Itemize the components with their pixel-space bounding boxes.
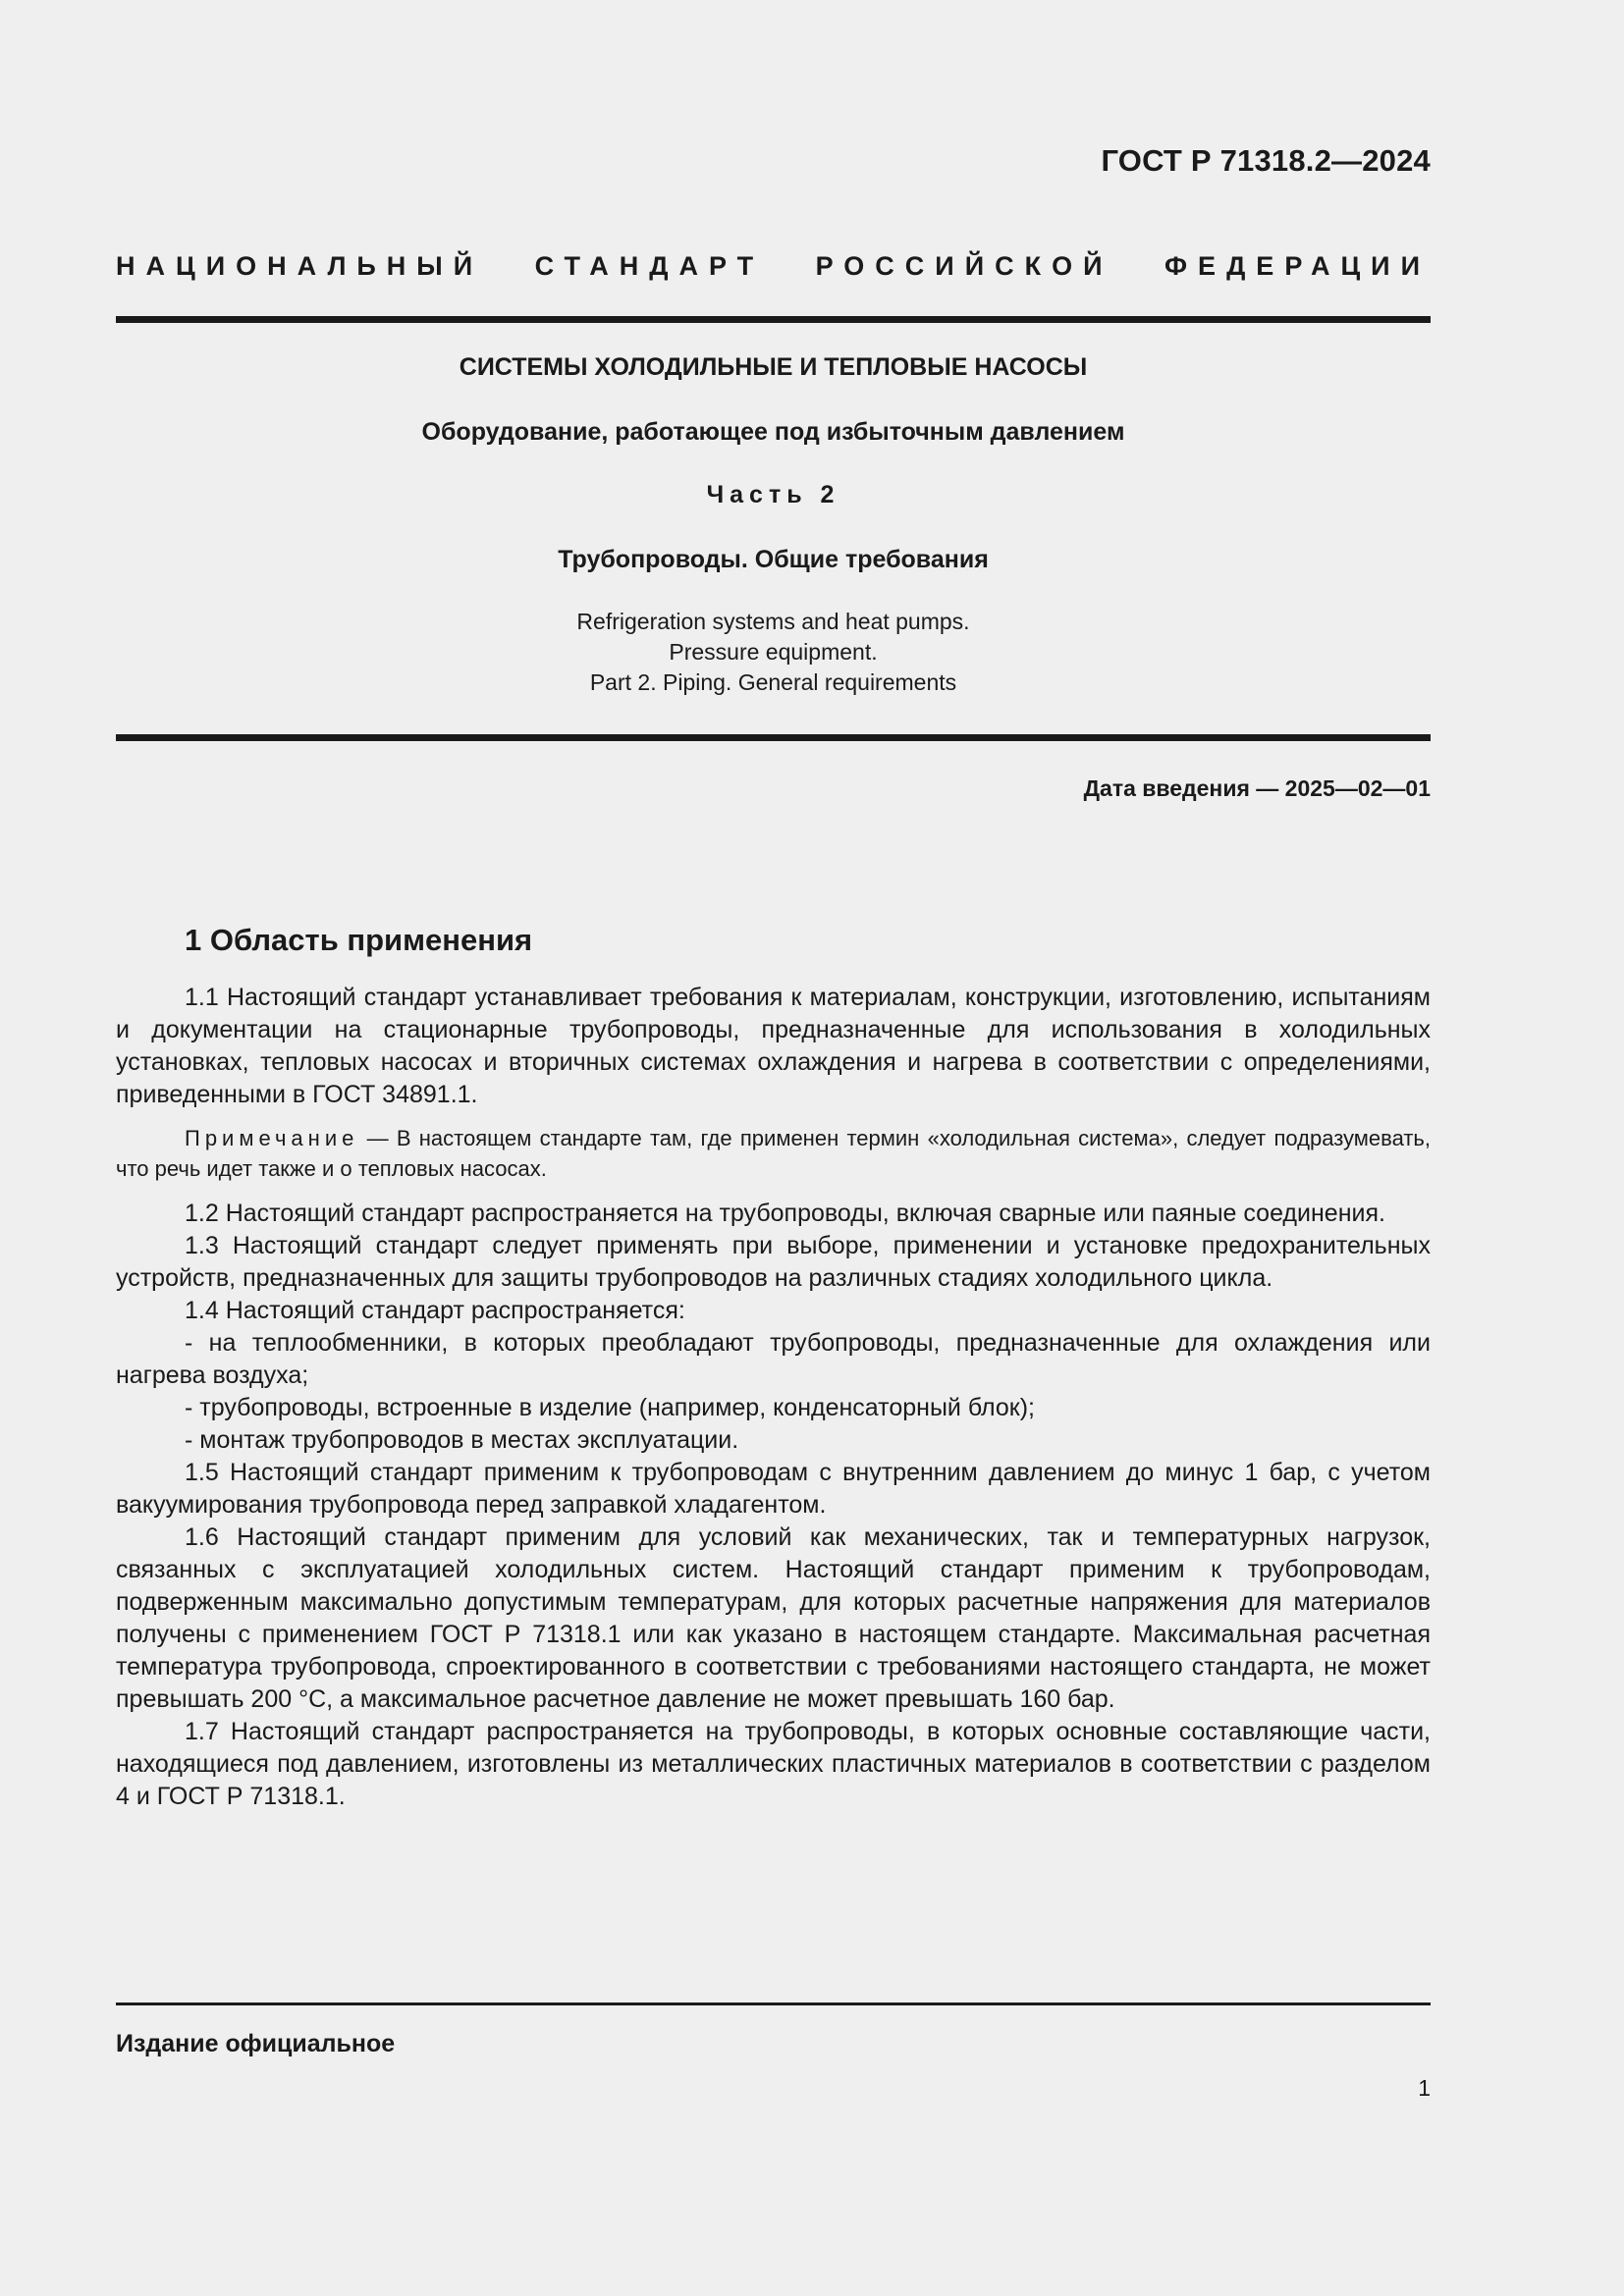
official-edition: Издание официальное	[116, 2030, 396, 2057]
subtitle: Оборудование, работающее под избыточным давлением	[421, 418, 1125, 446]
paragraph-1-2: 1.2 Настоящий стандарт распространяется на трубопроводы, включая сварные или паяные соединения.	[185, 1200, 1385, 1227]
english-line-3: Part 2. Piping. General requirements	[589, 669, 957, 695]
part-title: Трубопроводы. Общие требования	[558, 546, 989, 573]
page-number: 1	[1418, 2075, 1431, 2101]
paragraph-1-3: 1.3 Настоящий стандарт следует применять при выборе, применении и установке предохранительных устройств, предназначенных для защиты трубопроводов на различных стадиях холодильного цикла.	[116, 1232, 1431, 1292]
national-word-1: НАЦИОНАЛЬНЫЙ	[116, 251, 484, 281]
part-label: Часть 2	[706, 481, 840, 508]
footer-divider	[116, 2002, 1431, 2005]
introduction-date: Дата введения — 2025—02—01	[1083, 775, 1431, 801]
note-text: — В настоящем стандарте там, где применен термин «холодильная система», следует подразумевать, что речь идет также и о тепловых насосах.	[116, 1126, 1431, 1181]
list-item-1-4-b: - трубопроводы, встроенные в изделие (например, конденсаторный блок);	[185, 1394, 1036, 1421]
paragraph-1-5: 1.5 Настоящий стандарт применим к трубопроводам с внутренним давлением до минус 1 бар, с учетом вакуумирования трубопровода перед заправкой хладагентом.	[116, 1459, 1431, 1519]
national-word-2: СТАНДАРТ	[534, 251, 765, 281]
top-divider	[116, 316, 1431, 323]
note-label: Примечание	[185, 1126, 359, 1150]
paragraph-1-4: 1.4 Настоящий стандарт распространяется:	[185, 1297, 685, 1324]
note	[116, 1123, 1431, 1184]
paragraph-1-6: 1.6 Настоящий стандарт применим для условий как механических, так и температурных нагрузок, связанных с эксплуатацией холодильных систем. Настоящий стандарт применим к трубопроводам, подверженным максимально допустимым температурам, для которых расчетные напряжения для материалов получены с применением ГОСТ Р 71318.1 или как указано в настоящем стандарте. Максимальная расчетная температура трубопровода, спроектированного в соответствии с требованиями настоящего стандарта, не может превышать 200 °С, а максимальное расчетное давление не может превышать 160 бар.	[116, 1523, 1431, 1713]
list-item-1-4-c: - монтаж трубопроводов в местах эксплуатации.	[185, 1426, 739, 1454]
list-item-1-4-a: - на теплообменники, в которых преобладают трубопроводы, предназначенные для охлаждения или нагрева воздуха;	[116, 1329, 1431, 1389]
section-title: 1 Область применения	[185, 923, 533, 957]
title-bottom-divider	[116, 734, 1431, 741]
national-standard-heading	[116, 251, 1431, 282]
main-title: СИСТЕМЫ ХОЛОДИЛЬНЫЕ И ТЕПЛОВЫЕ НАСОСЫ	[459, 353, 1088, 381]
gost-number: ГОСТ Р 71318.2—2024	[1101, 143, 1431, 178]
national-word-4: ФЕДЕРАЦИИ	[1164, 251, 1431, 281]
section-body	[116, 982, 1431, 1813]
english-title	[116, 607, 1431, 698]
national-word-3: РОССИЙСКОЙ	[815, 251, 1113, 281]
document-page	[116, 0, 1431, 2296]
english-line-2: Pressure equipment.	[669, 639, 878, 665]
paragraph-1-1: 1.1 Настоящий стандарт устанавливает требования к материалам, конструкции, изготовлению, испытаниям и документации на стационарные трубопроводы, предназначенные для использования в холодильных установках, тепловых насосах и вторичных системах охлаждения и нагрева в соответствии с определениями, приведенными в ГОСТ 34891.1.	[116, 984, 1431, 1108]
english-line-1: Refrigeration systems and heat pumps.	[576, 609, 970, 634]
paragraph-1-7: 1.7 Настоящий стандарт распространяется на трубопроводы, в которых основные составляющие части, находящиеся под давлением, изготовлены из металлических пластичных материалов в соответствии с разделом 4 и ГОСТ Р 71318.1.	[116, 1718, 1431, 1810]
